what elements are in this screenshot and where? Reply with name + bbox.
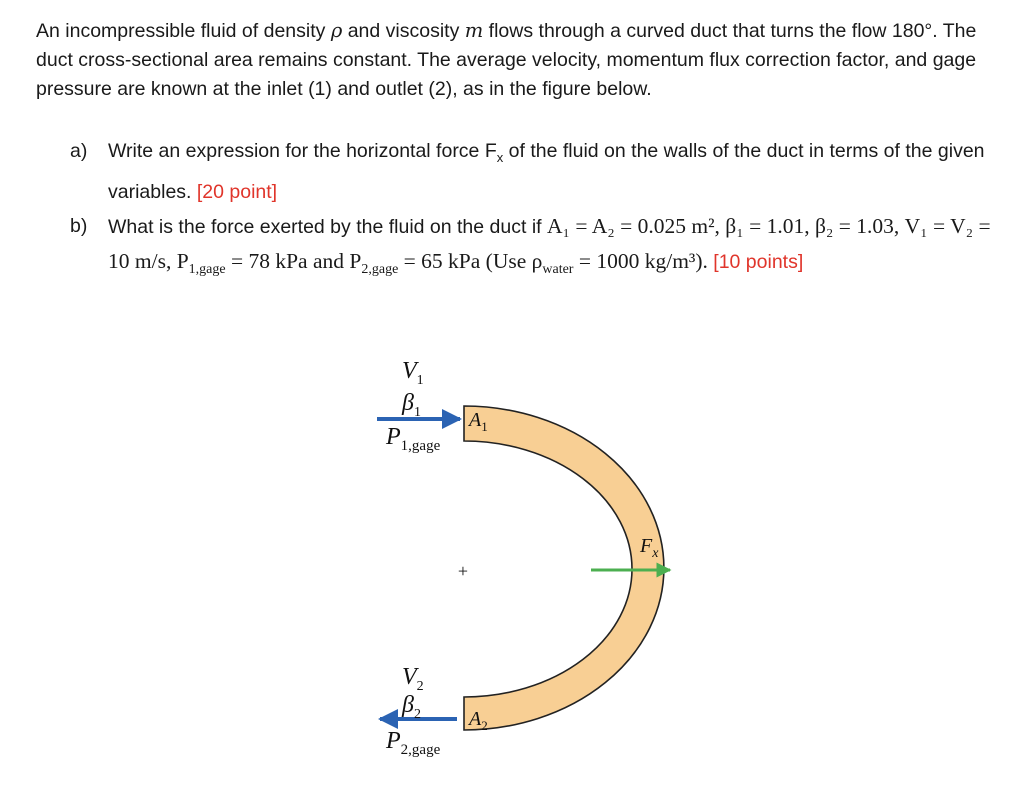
question-b: b) What is the force exerted by the fluid on the duct if A₁ = A₂ = 0.025 m², β₁ = 1.01, β₂ = 1.03, V₁ = V₂ = 10 m/s, $P_{1,gage} = 78$ kPa and $P_{2,gage} = 65$ kPa (Use $\rho_{water} = 1000$ kg/m³). [10 points] <box>70 209 1000 287</box>
label-fx: Fx <box>640 535 659 561</box>
problem-statement: An incompressible fluid of density ρ and viscosity m flows through a curved duct that turns the flow 180°. The duct cross-sectional area remains constant. The average velocity, momentum flux correction factor, and gage pressure are known at the inlet (1) and outlet (2), as in the figure below. <box>36 19 977 100</box>
question-a: a) Write an expression for the horizontal force $F_x$ of the fluid on the walls of the duct in terms of the given variables. [20 point] <box>70 134 1000 209</box>
label-beta1: β1 <box>402 390 421 420</box>
viscosity-symbol: m <box>464 19 484 42</box>
question-b-points: [10 points] <box>713 250 804 273</box>
label-a1: $A_1$ <box>469 409 488 434</box>
label-p2-gage: P2,gage <box>386 728 441 758</box>
question-a-label: a) <box>70 140 88 162</box>
label-beta2: β2 <box>402 692 421 722</box>
label-a2: $A_2$ <box>469 708 488 733</box>
label-v1: V1 <box>402 358 424 388</box>
label-v2: V2 <box>402 664 424 694</box>
label-p1-gage: P1,gage <box>386 424 441 454</box>
curved-duct <box>464 406 664 730</box>
question-a-points: [20 point] <box>196 180 278 203</box>
center-mark: + <box>457 561 469 581</box>
question-b-label: b) <box>70 214 88 237</box>
rho-symbol: ρ <box>330 19 343 42</box>
